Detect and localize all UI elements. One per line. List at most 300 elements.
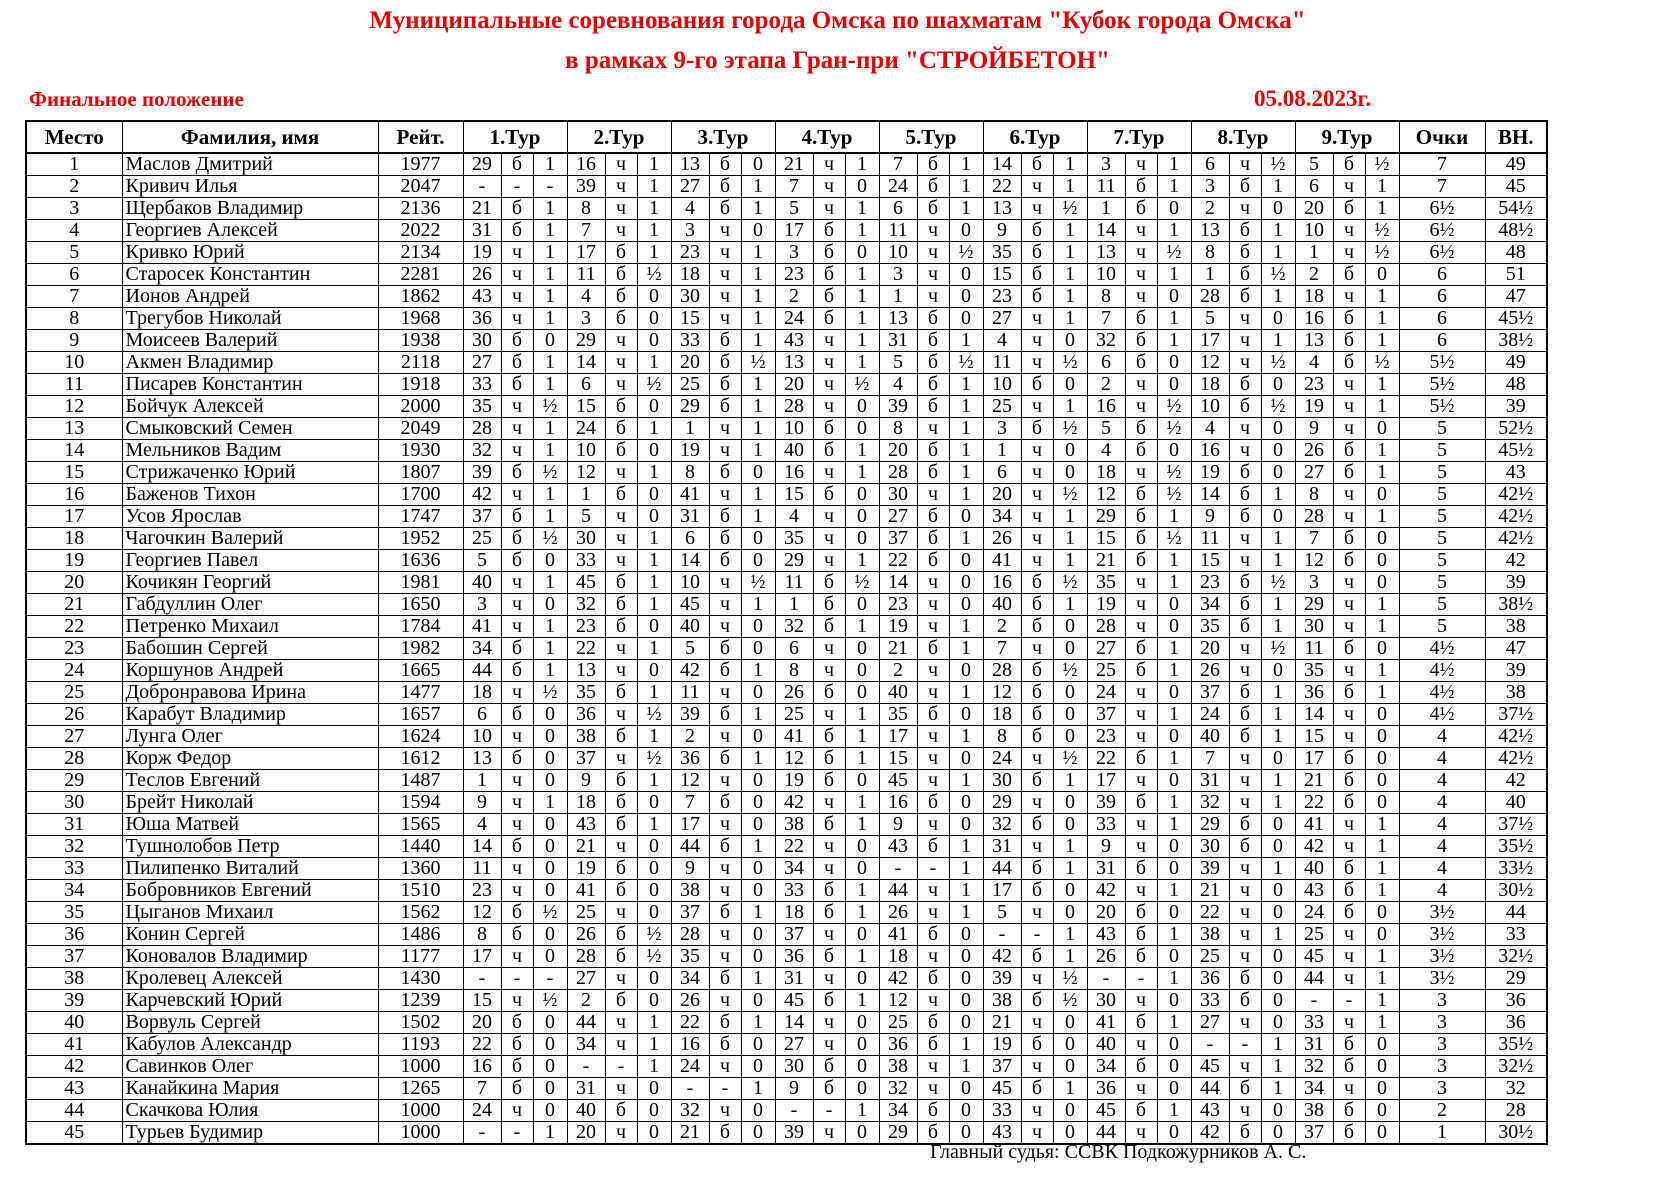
place-cell: 4: [26, 220, 122, 242]
opponent-cell: 2: [567, 990, 605, 1012]
rating-cell: 1977: [378, 153, 463, 176]
color-cell: ч: [1021, 968, 1053, 990]
rating-cell: 1930: [378, 440, 463, 462]
opponent-cell: 25: [1191, 946, 1229, 968]
color-cell: ч: [605, 176, 637, 198]
name-cell: Смыковский Семен: [122, 418, 378, 440]
result-cell: 0: [637, 1100, 671, 1122]
opponent-cell: 8: [671, 462, 709, 484]
result-cell: 1: [1365, 308, 1399, 330]
result-cell: 0: [1157, 858, 1191, 880]
opponent-cell: -: [463, 176, 501, 198]
color-cell: б: [1125, 660, 1157, 682]
result-cell: 0: [1261, 308, 1295, 330]
result-cell: -: [533, 968, 567, 990]
table-row: [26, 968, 1547, 990]
name-cell: Кабулов Александр: [122, 1034, 378, 1056]
result-cell: 1: [1365, 440, 1399, 462]
result-cell: 1: [1053, 550, 1087, 572]
color-cell: б: [1229, 682, 1261, 704]
result-cell: 1: [1157, 330, 1191, 352]
result-cell: 1: [1157, 264, 1191, 286]
opponent-cell: 7: [567, 220, 605, 242]
color-cell: ч: [605, 153, 637, 176]
color-cell: б: [1333, 902, 1365, 924]
opponent-cell: 3: [1191, 176, 1229, 198]
rating-cell: 1265: [378, 1078, 463, 1100]
result-cell: 0: [949, 572, 983, 594]
result-cell: 1: [949, 484, 983, 506]
color-cell: ч: [1333, 726, 1365, 748]
name-cell: Усов Ярослав: [122, 506, 378, 528]
result-cell: 0: [845, 1056, 879, 1078]
result-cell: 1: [533, 352, 567, 374]
color-cell: ч: [1021, 506, 1053, 528]
opponent-cell: -: [463, 1122, 501, 1145]
opponent-cell: 16: [1191, 440, 1229, 462]
color-cell: ч: [1333, 418, 1365, 440]
result-cell: 0: [949, 792, 983, 814]
color-cell: б: [1229, 176, 1261, 198]
name-cell: Скачкова Юлия: [122, 1100, 378, 1122]
points-cell: 5: [1399, 594, 1485, 616]
color-cell: б: [1021, 946, 1053, 968]
table-row: [26, 308, 1547, 330]
color-cell: ч: [1229, 770, 1261, 792]
color-cell: ч: [1229, 198, 1261, 220]
tiebreak-cell: 43: [1485, 462, 1547, 484]
result-cell: 1: [1261, 1078, 1295, 1100]
opponent-cell: 24: [567, 418, 605, 440]
color-cell: б: [501, 352, 533, 374]
color-cell: б: [917, 528, 949, 550]
result-cell: 0: [1365, 572, 1399, 594]
color-cell: б: [1021, 726, 1053, 748]
result-cell: 0: [637, 660, 671, 682]
tiebreak-cell: 42½: [1485, 748, 1547, 770]
color-cell: ч: [813, 638, 845, 660]
opponent-cell: 1: [1295, 242, 1333, 264]
color-cell: б: [1229, 1078, 1261, 1100]
color-cell: б: [1333, 550, 1365, 572]
result-cell: 0: [1157, 352, 1191, 374]
points-cell: 6: [1399, 286, 1485, 308]
result-cell: 0: [845, 770, 879, 792]
result-cell: 0: [741, 638, 775, 660]
place-cell: 26: [26, 704, 122, 726]
result-cell: 0: [949, 506, 983, 528]
place-cell: 21: [26, 594, 122, 616]
result-cell: 1: [949, 153, 983, 176]
table-row: [26, 286, 1547, 308]
color-cell: ч: [1125, 572, 1157, 594]
color-cell: б: [501, 1078, 533, 1100]
color-cell: б: [1125, 352, 1157, 374]
opponent-cell: 32: [1087, 330, 1125, 352]
opponent-cell: 5: [671, 638, 709, 660]
color-cell: б: [813, 418, 845, 440]
header-rating: Рейт.: [378, 121, 463, 153]
color-cell: б: [1125, 1012, 1157, 1034]
opponent-cell: 43: [1087, 924, 1125, 946]
opponent-cell: 45: [775, 990, 813, 1012]
result-cell: 0: [741, 858, 775, 880]
opponent-cell: 28: [1191, 286, 1229, 308]
color-cell: ч: [1333, 572, 1365, 594]
color-cell: б: [1229, 1122, 1261, 1145]
place-cell: 23: [26, 638, 122, 660]
opponent-cell: 19: [879, 616, 917, 638]
place-cell: 34: [26, 880, 122, 902]
color-cell: б: [813, 1078, 845, 1100]
opponent-cell: 4: [1087, 440, 1125, 462]
color-cell: б: [917, 638, 949, 660]
color-cell: ч: [1125, 726, 1157, 748]
opponent-cell: 24: [463, 1100, 501, 1122]
result-cell: 0: [533, 946, 567, 968]
opponent-cell: 40: [775, 440, 813, 462]
opponent-cell: 14: [1087, 220, 1125, 242]
color-cell: б: [1125, 748, 1157, 770]
result-cell: 1: [637, 352, 671, 374]
opponent-cell: 23: [463, 880, 501, 902]
opponent-cell: 26: [1295, 440, 1333, 462]
opponent-cell: 40: [463, 572, 501, 594]
result-cell: 1: [533, 220, 567, 242]
opponent-cell: 12: [567, 462, 605, 484]
color-cell: ч: [813, 792, 845, 814]
opponent-cell: 17: [983, 880, 1021, 902]
opponent-cell: 18: [671, 264, 709, 286]
opponent-cell: 37: [983, 1056, 1021, 1078]
place-cell: 17: [26, 506, 122, 528]
result-cell: 1: [741, 286, 775, 308]
color-cell: ч: [1021, 462, 1053, 484]
tiebreak-cell: 35½: [1485, 1034, 1547, 1056]
result-cell: 0: [1365, 1056, 1399, 1078]
name-cell: Савинков Олег: [122, 1056, 378, 1078]
opponent-cell: 34: [1295, 1078, 1333, 1100]
opponent-cell: 28: [567, 946, 605, 968]
opponent-cell: 18: [983, 704, 1021, 726]
color-cell: б: [917, 792, 949, 814]
tiebreak-cell: 29: [1485, 968, 1547, 990]
result-cell: 0: [1157, 1056, 1191, 1078]
color-cell: ч: [917, 682, 949, 704]
opponent-cell: 19: [567, 858, 605, 880]
result-cell: 1: [1053, 858, 1087, 880]
result-cell: 1: [741, 484, 775, 506]
result-cell: 0: [741, 880, 775, 902]
opponent-cell: 20: [775, 374, 813, 396]
rating-cell: 1747: [378, 506, 463, 528]
result-cell: 1: [949, 198, 983, 220]
name-cell: Добронравова Ирина: [122, 682, 378, 704]
result-cell: 1: [845, 726, 879, 748]
result-cell: ½: [1157, 462, 1191, 484]
opponent-cell: 36: [879, 1034, 917, 1056]
result-cell: 1: [1365, 462, 1399, 484]
color-cell: ч: [501, 286, 533, 308]
result-cell: 1: [533, 792, 567, 814]
opponent-cell: 36: [671, 748, 709, 770]
opponent-cell: 2: [1191, 198, 1229, 220]
result-cell: 0: [949, 264, 983, 286]
place-cell: 16: [26, 484, 122, 506]
points-cell: 6½: [1399, 220, 1485, 242]
table-row: [26, 638, 1547, 660]
opponent-cell: 32: [775, 616, 813, 638]
opponent-cell: 18: [1295, 286, 1333, 308]
result-cell: 1: [1157, 814, 1191, 836]
color-cell: б: [813, 616, 845, 638]
result-cell: 1: [1365, 330, 1399, 352]
result-cell: 1: [845, 462, 879, 484]
result-cell: 0: [1365, 1034, 1399, 1056]
color-cell: ч: [1125, 286, 1157, 308]
points-cell: 5: [1399, 550, 1485, 572]
points-cell: 4: [1399, 880, 1485, 902]
color-cell: б: [1333, 682, 1365, 704]
result-cell: ½: [533, 990, 567, 1012]
color-cell: б: [1021, 1034, 1053, 1056]
opponent-cell: 3: [983, 418, 1021, 440]
color-cell: ч: [709, 484, 741, 506]
result-cell: 1: [845, 264, 879, 286]
result-cell: 1: [1157, 220, 1191, 242]
result-cell: 1: [637, 242, 671, 264]
color-cell: ч: [605, 528, 637, 550]
rating-cell: 1665: [378, 660, 463, 682]
place-cell: 3: [26, 198, 122, 220]
result-cell: ½: [1157, 484, 1191, 506]
opponent-cell: 2: [775, 286, 813, 308]
color-cell: б: [605, 770, 637, 792]
opponent-cell: 37: [567, 748, 605, 770]
tiebreak-cell: 42: [1485, 770, 1547, 792]
opponent-cell: 37: [1191, 682, 1229, 704]
table-row: [26, 220, 1547, 242]
result-cell: 1: [949, 1056, 983, 1078]
rating-cell: 1502: [378, 1012, 463, 1034]
opponent-cell: 13: [775, 352, 813, 374]
result-cell: ½: [637, 946, 671, 968]
points-cell: 4: [1399, 770, 1485, 792]
opponent-cell: 8: [983, 726, 1021, 748]
result-cell: 1: [845, 946, 879, 968]
result-cell: 1: [637, 1034, 671, 1056]
name-cell: Юша Матвей: [122, 814, 378, 836]
opponent-cell: 16: [983, 572, 1021, 594]
opponent-cell: 16: [1087, 396, 1125, 418]
result-cell: 1: [1053, 506, 1087, 528]
result-cell: 1: [533, 638, 567, 660]
result-cell: 0: [949, 814, 983, 836]
color-cell: ч: [1229, 792, 1261, 814]
color-cell: ч: [709, 572, 741, 594]
opponent-cell: -: [879, 858, 917, 880]
header-round-5: 5.Тур: [879, 121, 983, 153]
table-row: [26, 990, 1547, 1012]
opponent-cell: 11: [1087, 176, 1125, 198]
result-cell: 1: [741, 704, 775, 726]
color-cell: б: [813, 726, 845, 748]
result-cell: 0: [845, 858, 879, 880]
color-cell: б: [917, 374, 949, 396]
color-cell: ч: [605, 660, 637, 682]
opponent-cell: 39: [1191, 858, 1229, 880]
color-cell: -: [605, 1056, 637, 1078]
color-cell: б: [1229, 242, 1261, 264]
result-cell: 1: [637, 682, 671, 704]
rating-cell: 1657: [378, 704, 463, 726]
color-cell: б: [709, 374, 741, 396]
opponent-cell: 6: [1191, 153, 1229, 176]
result-cell: 0: [1261, 814, 1295, 836]
result-cell: 0: [741, 682, 775, 704]
color-cell: б: [1333, 638, 1365, 660]
result-cell: 1: [1053, 836, 1087, 858]
table-row: [26, 924, 1547, 946]
header-round-3: 3.Тур: [671, 121, 775, 153]
color-cell: б: [501, 1012, 533, 1034]
opponent-cell: 32: [983, 814, 1021, 836]
opponent-cell: 7: [671, 792, 709, 814]
color-cell: ч: [1333, 704, 1365, 726]
opponent-cell: 20: [567, 1122, 605, 1145]
result-cell: 1: [1365, 968, 1399, 990]
rating-cell: 2049: [378, 418, 463, 440]
result-cell: 0: [1261, 1100, 1295, 1122]
opponent-cell: 21: [567, 836, 605, 858]
result-cell: 0: [845, 528, 879, 550]
color-cell: б: [917, 308, 949, 330]
name-cell: Теслов Евгений: [122, 770, 378, 792]
color-cell: ч: [813, 836, 845, 858]
opponent-cell: 28: [983, 660, 1021, 682]
color-cell: ч: [709, 858, 741, 880]
color-cell: б: [813, 748, 845, 770]
opponent-cell: 11: [775, 572, 813, 594]
color-cell: б: [1333, 153, 1365, 176]
color-cell: б: [1229, 726, 1261, 748]
table-row: [26, 814, 1547, 836]
opponent-cell: 40: [567, 1100, 605, 1122]
result-cell: 1: [845, 352, 879, 374]
result-cell: 1: [741, 748, 775, 770]
name-cell: Ионов Андрей: [122, 286, 378, 308]
color-cell: ч: [1229, 330, 1261, 352]
name-cell: Баженов Тихон: [122, 484, 378, 506]
opponent-cell: 25: [1295, 924, 1333, 946]
result-cell: ½: [741, 352, 775, 374]
result-cell: 1: [1053, 924, 1087, 946]
color-cell: б: [1125, 308, 1157, 330]
points-cell: 3½: [1399, 902, 1485, 924]
opponent-cell: 24: [775, 308, 813, 330]
color-cell: б: [709, 330, 741, 352]
result-cell: 0: [1261, 902, 1295, 924]
color-cell: б: [813, 264, 845, 286]
opponent-cell: 20: [1191, 638, 1229, 660]
result-cell: 0: [1053, 726, 1087, 748]
opponent-cell: 8: [1191, 242, 1229, 264]
result-cell: 1: [637, 462, 671, 484]
result-cell: 1: [949, 330, 983, 352]
opponent-cell: 1: [879, 286, 917, 308]
result-cell: 0: [741, 220, 775, 242]
color-cell: б: [709, 396, 741, 418]
color-cell: ч: [1333, 814, 1365, 836]
result-cell: 0: [949, 1122, 983, 1145]
points-cell: 4: [1399, 836, 1485, 858]
opponent-cell: 17: [567, 242, 605, 264]
opponent-cell: 9: [879, 814, 917, 836]
tiebreak-cell: 49: [1485, 153, 1547, 176]
rating-cell: 1510: [378, 880, 463, 902]
name-cell: Кочикян Георгий: [122, 572, 378, 594]
opponent-cell: 40: [1087, 1034, 1125, 1056]
color-cell: б: [709, 968, 741, 990]
rating-cell: 1177: [378, 946, 463, 968]
result-cell: 0: [949, 308, 983, 330]
color-cell: б: [1021, 264, 1053, 286]
opponent-cell: 34: [1087, 1056, 1125, 1078]
opponent-cell: 30: [775, 1056, 813, 1078]
header-round-2: 2.Тур: [567, 121, 671, 153]
tiebreak-cell: 32½: [1485, 946, 1547, 968]
result-cell: 0: [949, 924, 983, 946]
table-row: [26, 374, 1547, 396]
result-cell: 0: [949, 286, 983, 308]
result-cell: 1: [1053, 153, 1087, 176]
color-cell: ч: [1333, 836, 1365, 858]
color-cell: ч: [1021, 176, 1053, 198]
tiebreak-cell: 35½: [1485, 836, 1547, 858]
result-cell: ½: [949, 242, 983, 264]
opponent-cell: 11: [1191, 528, 1229, 550]
opponent-cell: 25: [775, 704, 813, 726]
table-row: [26, 1122, 1547, 1145]
result-cell: 1: [845, 902, 879, 924]
result-cell: 1: [949, 462, 983, 484]
opponent-cell: 15: [775, 484, 813, 506]
color-cell: б: [1229, 572, 1261, 594]
color-cell: ч: [1021, 484, 1053, 506]
opponent-cell: 19: [1295, 396, 1333, 418]
points-cell: 7: [1399, 153, 1485, 176]
tiebreak-cell: 45: [1485, 176, 1547, 198]
result-cell: 0: [949, 550, 983, 572]
table-row: [26, 572, 1547, 594]
opponent-cell: 30: [671, 286, 709, 308]
color-cell: ч: [813, 704, 845, 726]
opponent-cell: 24: [1191, 704, 1229, 726]
name-cell: Трегубов Николай: [122, 308, 378, 330]
result-cell: 1: [1365, 176, 1399, 198]
opponent-cell: 23: [775, 264, 813, 286]
color-cell: б: [605, 308, 637, 330]
opponent-cell: 6: [1087, 352, 1125, 374]
opponent-cell: 22: [1191, 902, 1229, 924]
color-cell: б: [501, 153, 533, 176]
opponent-cell: 24: [671, 1056, 709, 1078]
result-cell: 1: [1261, 528, 1295, 550]
name-cell: Коновалов Владимир: [122, 946, 378, 968]
result-cell: 1: [1157, 704, 1191, 726]
color-cell: ч: [1021, 396, 1053, 418]
rating-cell: 1440: [378, 836, 463, 858]
